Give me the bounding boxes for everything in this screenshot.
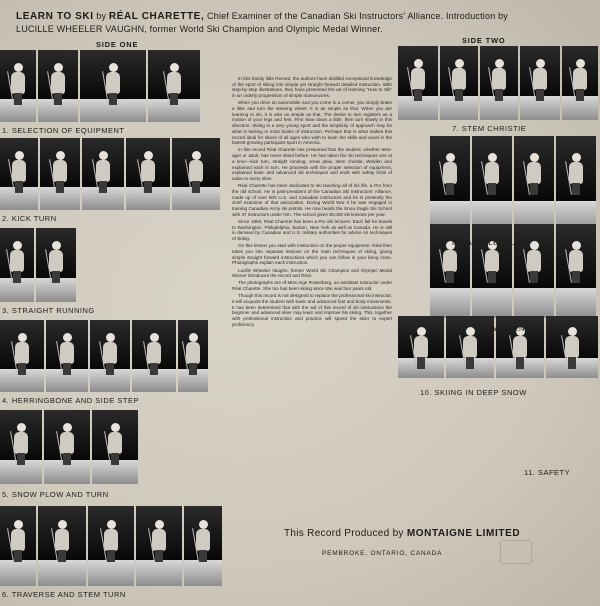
skier-figure [440,153,460,197]
side-one-photo [88,506,134,586]
side-two-photo [514,136,554,232]
paragraph: In this record Réal Charette has presumed that the student, whether teen-ager or adult, has never skied before. He has taken the ski techniques one at a time—kick turn, straight running, snow plow, stem christie, Welden and explained each in turn. He proceeds with the proper selection of equipment, explained basic and advanced ski techniques and ends with safety hints of value to every skier. [232,147,392,181]
side-one-photo [184,506,222,586]
side-one-photo [0,410,42,484]
side-one-photo [132,320,176,392]
side-one-photo [0,138,38,210]
skier-figure [11,423,31,467]
skier-figure [524,153,544,197]
skier-figure [566,241,586,285]
skier-figure [50,151,70,195]
producer-prefix: This Record Produced by [284,528,404,539]
paragraph: The photographs are of Miss Inge Rosenberg, an assistant instructor under Réal Charette. She too has been skiing since she was four years old. [232,280,392,292]
skier-figure [482,241,502,285]
producer-location: PEMBROKE, ONTARIO, CANADA [322,550,443,557]
caption-1: 1. SELECTION OF EQUIPMENT [2,126,125,135]
paragraph: Réal Charette has been dedicated to ski teaching all of his life, a Pro from the old school. He is past-president of the Canadian Ski Instructors' Alliance, made up of over 800 U.S. and Canadian instructors and he is presently the chief examiner of that association. During World War II he was engaged in training Canadian Army ski patrols. He now heads the Snow Eagle Ski School with 37 instructors under him. The school gives 30,000 ski lessons per year. [232,183,392,217]
side-one-photo [36,228,76,302]
caption-4: 4. HERRINGBONE AND SIDE STEP [2,396,139,405]
paragraph: In this handy little Record, the authors have distilled exceptional knowledge of the sport of skiing into simple yet straight forward detailed instruction. With step-by-step illustrations, they have presented the art of learning "How to Ski" in an orderly progression of simple manoeuvres. [232,76,392,99]
caption-11: 11. SAFETY [524,468,571,477]
author-description: Chief Examiner of the Canadian Ski Instructors' Alliance. Introduction by [207,11,509,21]
skier-figure [482,153,502,197]
skier-figure [12,333,32,377]
skier-figure [100,333,120,377]
side-two-photo [556,224,596,318]
caption-6: 6. TRAVERSE AND STEM TURN [2,590,126,599]
producer-company: MONTAIGNE LIMITED [406,528,521,539]
side-one-photo [90,320,130,392]
skier-figure [524,241,544,285]
side-one-photo [38,50,78,122]
skier-figure [57,423,77,467]
skier-figure [101,520,121,564]
skier-figure [186,151,206,195]
skier-figure [449,59,469,103]
producer-credit [284,528,520,539]
side-two-photo [480,46,518,120]
side-one-photo [0,506,36,586]
side-one-photo [0,50,36,122]
skier-figure [46,241,66,285]
side-two-photo [546,316,598,378]
side-one-photo [126,138,170,210]
side-two-photo [398,316,444,378]
side-one-photo [0,320,44,392]
side-one-photo [44,410,90,484]
skier-figure [440,241,460,285]
side-one-photo [82,138,124,210]
side-two-photo [430,136,470,232]
side-two-photo [398,46,438,120]
side-one-photo [46,320,88,392]
skier-figure [9,151,29,195]
skier-figure [411,327,431,371]
side-one-photo [80,50,146,122]
skier-figure [489,59,509,103]
side-two-photo [556,136,596,232]
skier-figure [103,63,123,107]
skier-figure [48,63,68,107]
skier-figure [566,153,586,197]
skier-figure [149,520,169,564]
caption-8: 8. PARALLEL TURN [452,238,529,247]
skier-figure [8,520,28,564]
side-one-photo [40,138,80,210]
caption-2: 2. KICK TURN [2,214,57,223]
skier-figure [8,63,28,107]
liner-notes [232,76,392,329]
skier-figure [144,333,164,377]
side-two-photo [520,46,560,120]
skier-figure [562,327,582,371]
skier-figure [408,59,428,103]
side-one-photo [148,50,200,122]
side-one-photo [0,228,34,302]
skier-figure [164,63,184,107]
caption-10: 10. SKIING IN DEEP SNOW [420,388,527,397]
header [16,10,586,35]
side-two-heading: SIDE TWO [462,36,506,45]
side-one-photo [92,410,138,484]
skier-figure [138,151,158,195]
paragraph: Since 1950, Réal Charette has been a Pro Ski lecturer. Each fall he travels to Washington, Philadelphia, Boston, New York as well as Canada. He is still in demand by Canadian and U.S. military authorities for advice on techniques of skiing. [232,218,392,241]
title-prefix: LEARN TO SKI [16,11,94,22]
by-word: by [96,11,107,21]
caption-5: 5. SNOW PLOW AND TURN [2,490,109,499]
skier-figure [7,241,27,285]
side-two-photo [472,136,512,232]
skier-figure [460,327,480,371]
paragraph: Lucille Wheeler Vaughn, former World Ski Champion and Olympic Medal Winner introduces the record and Réal. [232,267,392,279]
caption-9: 9. WELDEN [480,324,525,333]
side-two-photo [562,46,598,120]
side-one-photo [136,506,182,586]
intro-line: LUCILLE WHEELER VAUGHN, former World Ski Champion and Olympic Medal Winner. [16,24,383,34]
skier-figure [57,333,77,377]
skier-figure [193,520,213,564]
skier-figure [570,59,590,103]
skier-figure [183,333,203,377]
skier-figure [530,59,550,103]
skier-figure [52,520,72,564]
side-one-photo [38,506,86,586]
paragraph: On this lesson you start with instruction on the proper equipment. Réal then takes you into separate lessons on the main techniques of skiing, giving simple straight forward instructions which you can follow in your living room. Photographs explain each instruction. [232,243,392,266]
skier-figure [510,327,530,371]
paragraph: Though this record is not designed to replace the professional ski instructor, it will acquaint the student with basic and advanced foot and body movements. It has been determined that with the aid of this record of ski instructions the beginner and advanced skier may learn and improve his skiing. This, together with professional instruction and practice will speed the skier to expert proficiency. [232,293,392,327]
skier-figure [93,151,113,195]
author-name: RÉAL CHARETTE, [108,11,205,22]
paragraph: When you drive an automobile and you come to a corner, you simply brake a little and turn the steering wheel. It is as simple as that. When you are learning to ski, it is also as simple as that. The desire to turn registers as a motion of your legs and feet. First slow down a little, then turn slowly in this direction. Skiing is a very young sport and the simplicity of approach may be what is lacking in most books of instruction. Perhaps that is what makes this record ideal for skiers of all ages who wish to learn the skills and excel in the fastest growing participant sport in America. [232,100,392,146]
side-one-photo [178,320,208,392]
side-one-heading: SIDE ONE [96,40,139,49]
caption-3: 3. STRAIGHT RUNNING [2,306,95,315]
emblem-mark [500,540,532,564]
side-two-photo [440,46,478,120]
side-one-photo [172,138,220,210]
caption-7: 7. STEM CHRISTIE [452,124,527,133]
skier-figure [105,423,125,467]
